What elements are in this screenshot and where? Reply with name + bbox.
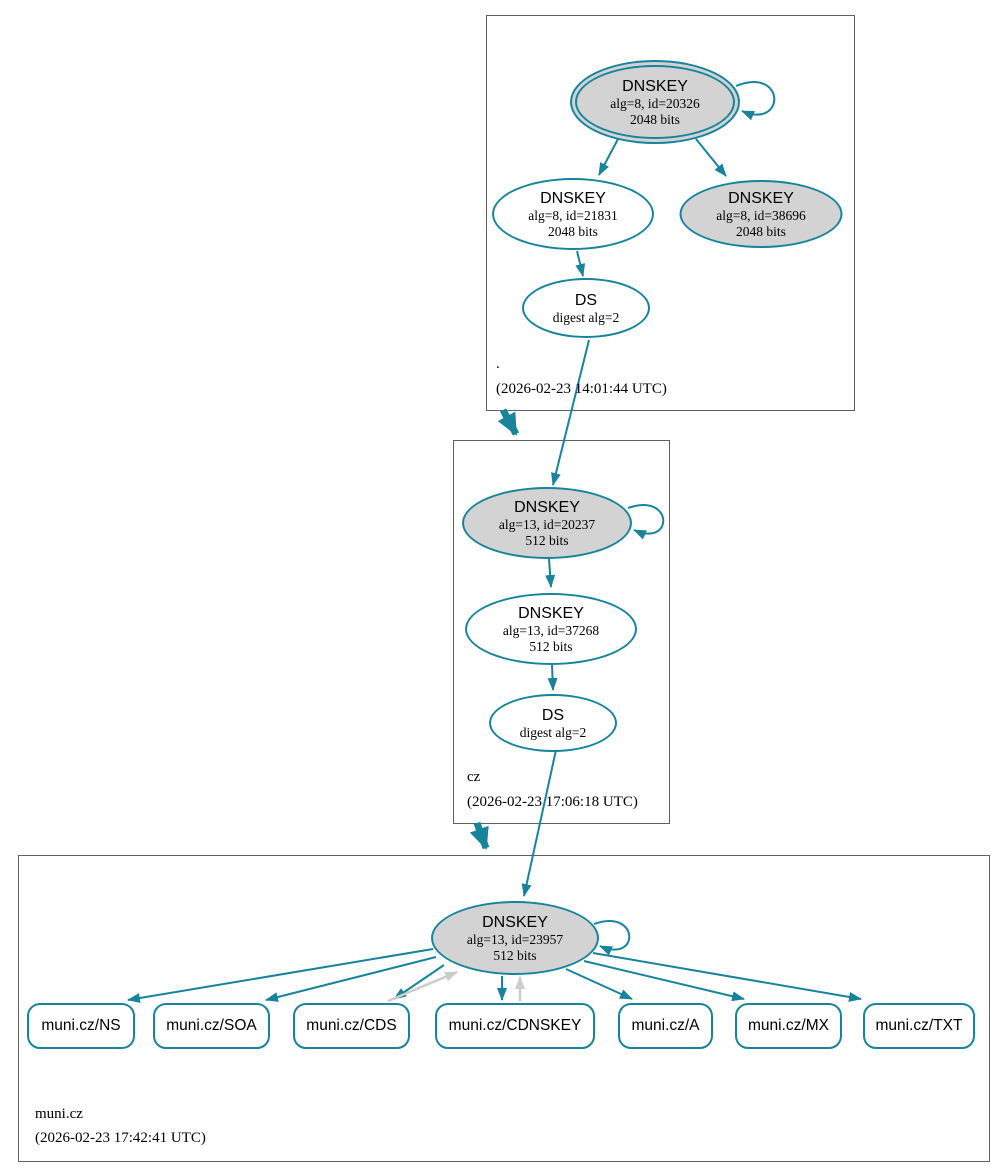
node-bits: 512 bits xyxy=(493,947,537,963)
zone-timestamp-muni: (2026-02-23 17:42:41 UTC) xyxy=(35,1130,206,1146)
edge-root-dnskey-to-ds xyxy=(577,251,583,276)
edge-root-ksk-to-dnskey-38696 xyxy=(696,139,726,176)
node-title: DNSKEY xyxy=(482,913,548,931)
edge-muni-dnskey-to-cds xyxy=(394,965,444,999)
node-title: DNSKEY xyxy=(540,189,606,207)
node-root-ds[interactable] xyxy=(522,278,650,338)
node-muni-dnskey-23957[interactable] xyxy=(431,901,599,975)
node-bits: 2048 bits xyxy=(736,223,786,239)
edge-delegation-root-to-cz xyxy=(503,410,516,434)
edge-muni-dnskey-to-a xyxy=(566,969,632,999)
node-root-dnskey-38696[interactable] xyxy=(680,180,843,248)
node-detail: alg=8, id=21831 xyxy=(528,207,618,223)
node-detail: alg=13, id=37268 xyxy=(502,622,600,638)
node-bits: 2048 bits xyxy=(630,111,680,127)
rrset-muni-mx[interactable] xyxy=(735,1003,842,1049)
rrset-muni-cdnskey[interactable] xyxy=(435,1003,595,1049)
rrset-muni-cds[interactable] xyxy=(293,1003,410,1049)
edge-muni-dnskey-to-ns xyxy=(128,949,433,1000)
node-detail: alg=8, id=38696 xyxy=(716,207,806,223)
rrset-label: muni.cz/TXT xyxy=(875,1017,963,1034)
edge-muni-cds-to-dnskey-gray xyxy=(388,972,457,1001)
node-root-ksk-dnskey-20326[interactable] xyxy=(575,65,735,139)
node-title: DNSKEY xyxy=(622,77,688,95)
edge-cz-ksk-to-zsk xyxy=(549,559,551,587)
edge-cz-ds-to-muni-ksk xyxy=(524,750,556,896)
node-cz-ksk-dnskey-20237[interactable] xyxy=(462,487,632,559)
node-title: DS xyxy=(574,291,598,309)
node-detail: digest alg=2 xyxy=(552,309,620,325)
node-bits: 2048 bits xyxy=(548,223,598,239)
zone-name-muni: muni.cz xyxy=(35,1106,83,1122)
rrset-label: muni.cz/CDS xyxy=(306,1017,397,1034)
rrset-label: muni.cz/CDNSKEY xyxy=(448,1017,582,1034)
edge-delegation-cz-to-muni xyxy=(477,823,486,848)
node-cz-dnskey-37268[interactable] xyxy=(465,593,637,665)
node-title: DNSKEY xyxy=(514,498,580,516)
rrset-muni-soa[interactable] xyxy=(153,1003,270,1049)
node-detail: alg=13, id=20237 xyxy=(498,516,596,532)
zone-timestamp-root: (2026-02-23 14:01:44 UTC) xyxy=(496,381,667,397)
rrset-muni-a[interactable] xyxy=(618,1003,713,1049)
edge-root-ds-to-cz-ksk xyxy=(553,340,589,485)
edge-muni-ksk-selfloop xyxy=(594,921,629,950)
node-title: DNSKEY xyxy=(518,604,584,622)
node-bits: 512 bits xyxy=(525,532,569,548)
edge-cz-ksk-selfloop xyxy=(628,505,663,534)
zone-timestamp-cz: (2026-02-23 17:06:18 UTC) xyxy=(467,794,638,810)
edge-muni-dnskey-to-txt xyxy=(593,953,861,999)
rrset-label: muni.cz/A xyxy=(631,1017,700,1034)
node-cz-ds[interactable] xyxy=(489,694,617,752)
rrset-label: muni.cz/MX xyxy=(748,1017,829,1034)
rrset-label: muni.cz/NS xyxy=(41,1017,121,1034)
edge-root-ksk-selfloop xyxy=(736,82,774,114)
node-root-dnskey-21831[interactable] xyxy=(492,178,654,250)
node-bits: 512 bits xyxy=(529,638,573,654)
node-title: DNSKEY xyxy=(728,189,794,207)
node-detail: digest alg=2 xyxy=(519,724,587,740)
edge-muni-dnskey-to-mx xyxy=(584,961,744,999)
node-detail: alg=13, id=23957 xyxy=(466,931,564,947)
rrset-muni-ns[interactable] xyxy=(27,1003,135,1049)
edge-cz-dnskey-to-ds xyxy=(552,665,553,690)
zone-name-root: . xyxy=(496,356,500,372)
rrset-muni-txt[interactable] xyxy=(863,1003,975,1049)
node-title: DS xyxy=(541,706,565,724)
node-detail: alg=8, id=20326 xyxy=(610,95,700,111)
rrset-label: muni.cz/SOA xyxy=(166,1017,257,1034)
zone-name-cz: cz xyxy=(467,769,481,785)
edge-root-ksk-to-dnskey-21831 xyxy=(599,139,618,175)
